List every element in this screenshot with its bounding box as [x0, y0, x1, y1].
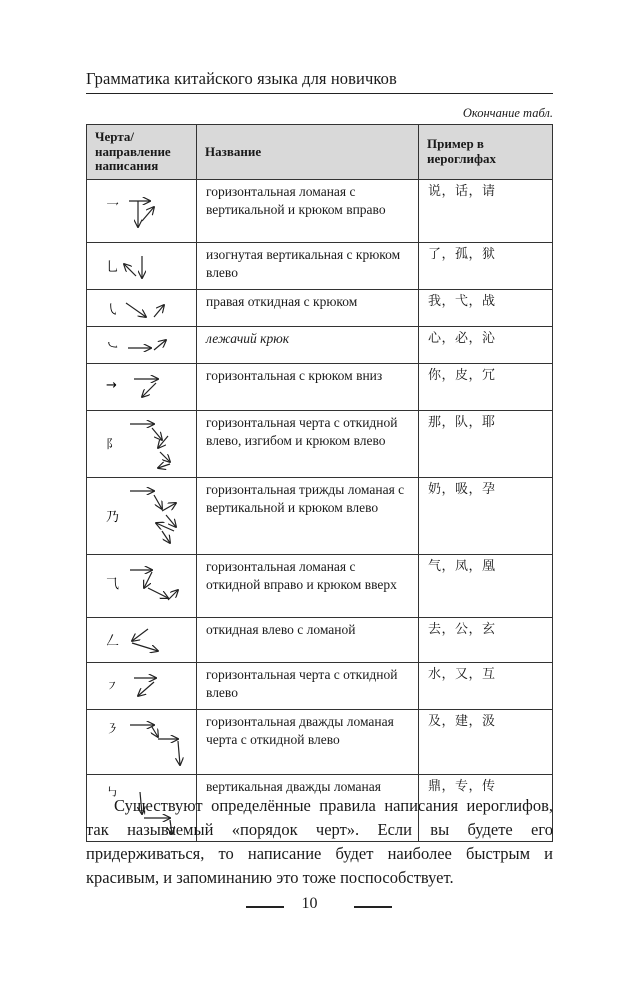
folio-rule-right — [354, 906, 392, 908]
stroke-name: лежачий крюк — [197, 326, 419, 363]
body-paragraph: Существуют определённые правила написания иероглифов, так называемый «порядок черт». Если вы будете его придерживаться, то написание будет наиболее быстрым и красивым, и запоминанию это тоже поспособствует. — [86, 796, 553, 887]
stroke-name: горизонтальная трижды ломаная с вертикальной и крюком влево — [197, 477, 419, 554]
svg-text:㇃: ㇃ — [106, 338, 120, 354]
svg-text:㇇: ㇇ — [106, 678, 119, 693]
page-number: 10 — [301, 895, 318, 912]
stroke-name: горизонтальная ломаная с откидной вправо и крюком вверх — [197, 554, 419, 617]
table-row — [87, 662, 553, 709]
stroke-name: вертикальная дважды ломаная — [197, 774, 419, 841]
table-row — [87, 554, 553, 617]
svg-text:→: → — [106, 377, 117, 393]
stroke-diagram — [87, 242, 197, 289]
stroke-diagram — [87, 289, 197, 326]
table-caption: Окончание табл. — [462, 106, 553, 120]
stroke-diagram — [87, 410, 197, 477]
stroke-name: горизонтальная с крюком вниз — [197, 363, 419, 410]
stroke-name: горизонтальная дважды ломаная черта с откидной влево — [197, 709, 419, 774]
stroke-diagram — [87, 326, 197, 363]
svg-text:乛: 乛 — [106, 201, 120, 217]
stroke-examples: 你，皮，冗 — [419, 363, 553, 410]
table-row — [87, 617, 553, 662]
stroke-diagram — [87, 477, 197, 554]
header-rule — [86, 93, 553, 94]
stroke-table — [86, 124, 553, 842]
svg-text:乃: 乃 — [106, 509, 120, 525]
table-row — [87, 363, 553, 410]
table-row — [87, 709, 553, 774]
table-row — [87, 242, 553, 289]
column-header-name: Название — [197, 125, 419, 180]
stroke-examples: 了，孤，狱 — [419, 242, 553, 289]
stroke-name: горизонтальная черта с откидной влево — [197, 662, 419, 709]
svg-text:⺄: ⺄ — [106, 576, 120, 592]
stroke-examples: 气，凤，凰 — [419, 554, 553, 617]
stroke-name: изогнутая вертикальная с крюком влево — [197, 242, 419, 289]
svg-text:㇂: ㇂ — [106, 302, 120, 318]
stroke-diagram — [87, 179, 197, 242]
stroke-diagram — [87, 709, 197, 774]
stroke-examples: 及，建，汲 — [419, 709, 553, 774]
table-header-row — [87, 125, 553, 180]
table-row — [87, 410, 553, 477]
stroke-examples: 奶，吸，孕 — [419, 477, 553, 554]
svg-text:㇉: ㇉ — [106, 784, 119, 799]
stroke-examples: 水，又，互 — [419, 662, 553, 709]
stroke-name: горизонтальная черта с откидной влево, изгибом и крюком влево — [197, 410, 419, 477]
svg-text:𠃋: 𠃋 — [106, 633, 120, 649]
stroke-examples: 我，弋，战 — [419, 289, 553, 326]
stroke-name: правая откидная с крюком — [197, 289, 419, 326]
svg-text:乚: 乚 — [106, 259, 120, 275]
table-row — [87, 179, 553, 242]
column-header-examples: Пример в иероглифах — [419, 125, 553, 180]
stroke-examples: 说，话，请 — [419, 179, 553, 242]
svg-text:阝: 阝 — [106, 436, 119, 451]
column-header-stroke: Черта/ направление написания — [87, 125, 197, 180]
stroke-diagram — [87, 363, 197, 410]
table-row — [87, 477, 553, 554]
stroke-examples: 那，队，耶 — [419, 410, 553, 477]
stroke-diagram — [87, 554, 197, 617]
stroke-examples: 鼎，专，传 — [419, 774, 553, 841]
stroke-name: горизонтальная ломаная с вертикальной и крюком вправо — [197, 179, 419, 242]
table-row — [87, 326, 553, 363]
svg-text:㇋: ㇋ — [106, 721, 119, 736]
stroke-name: откидная влево с ломаной — [197, 617, 419, 662]
stroke-diagram — [87, 617, 197, 662]
stroke-diagram — [87, 662, 197, 709]
stroke-examples: 去，公，玄 — [419, 617, 553, 662]
table-row — [87, 289, 553, 326]
running-head: Грамматика китайского языка для новичков — [86, 69, 397, 88]
stroke-examples: 心，必，沁 — [419, 326, 553, 363]
